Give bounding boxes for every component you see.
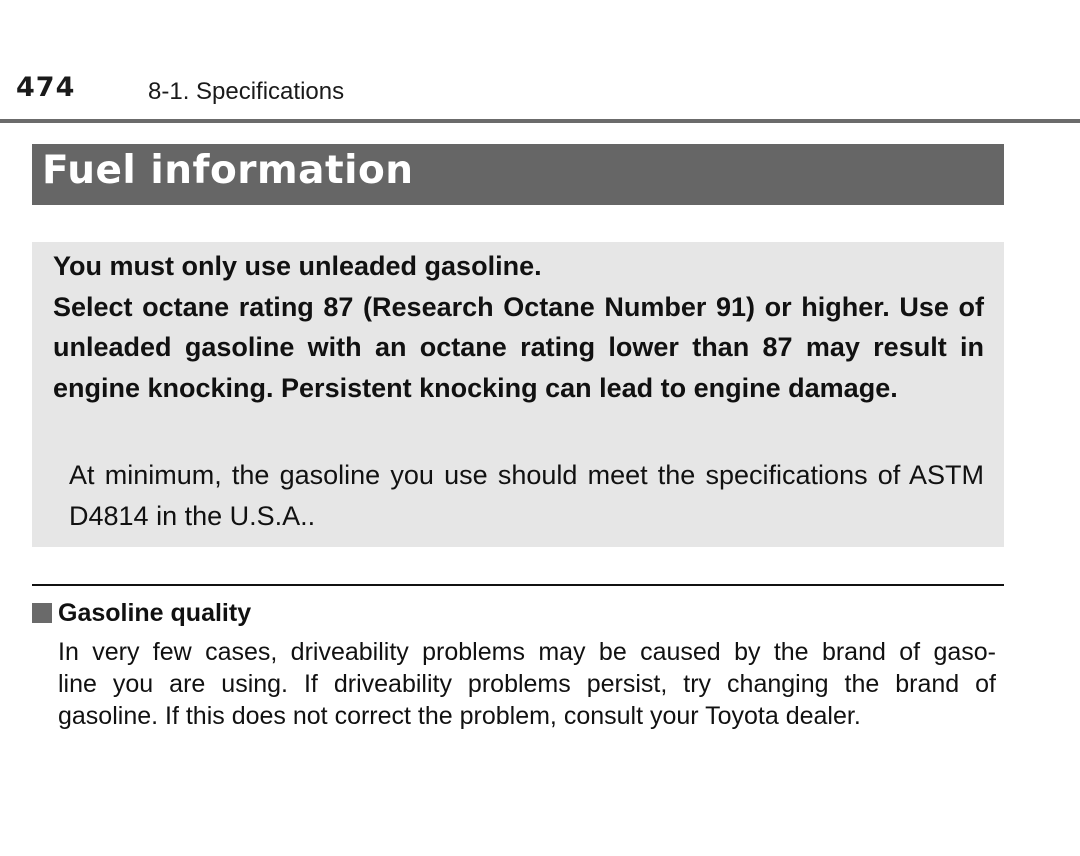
title-banner [32,144,1004,205]
section-divider [32,584,1004,586]
gasoline-quality-body [58,636,996,732]
warning-text [53,246,984,408]
spec-note: At minimum, the gasoline you use should meet the specifications of ASTM D4814 in the U.S.A.. [69,460,984,531]
page-title: Fuel information [42,148,414,193]
warning-line-unleaded: You must only use unleaded gasoline. [53,251,542,281]
page-number: 474 [16,72,76,103]
header-divider [0,119,1080,123]
gasoline-quality-heading [32,597,251,629]
square-bullet-icon [32,603,52,623]
body-line: In very few cases, driveability problems may be caused by the brand of gaso- [58,638,996,666]
heading-label: Gasoline quality [58,598,252,627]
section-breadcrumb: 8-1. Specifications [148,78,345,105]
body-line: gasoline. If this does not correct the problem, consult your Toyota dealer. [58,702,861,730]
body-line: line you are using. If driveability problems persist, try changing the brand of [58,670,996,698]
warning-line-octane: Select octane rating 87 (Research Octane Number 91) or higher. Use of unleaded gasoline with an octane rating lower than 87 may result in engine knocking. Persistent knocking can lead to engine damage. [53,291,984,403]
notice-box [32,242,1004,547]
